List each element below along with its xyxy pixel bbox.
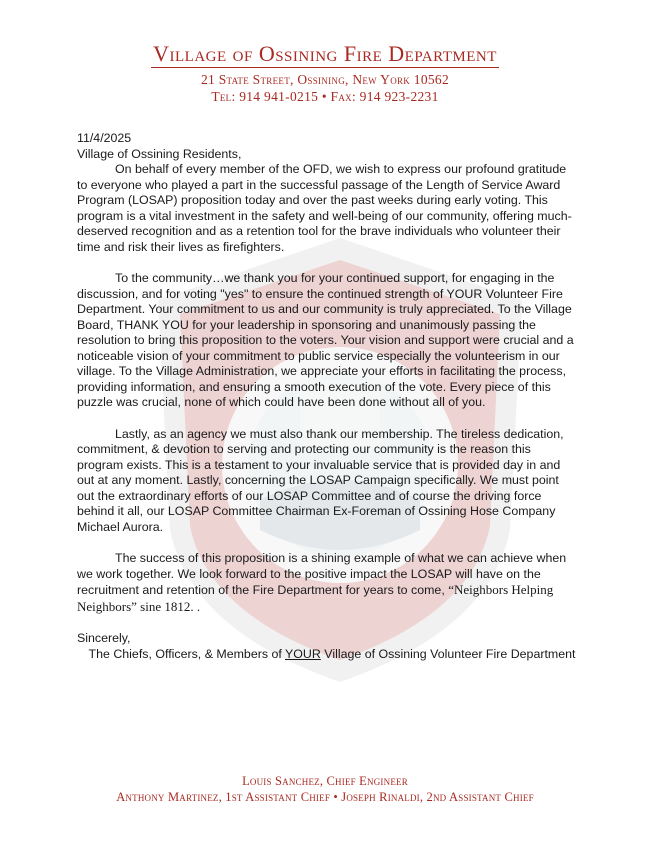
department-name: Village of Ossining Fire Department (153, 41, 497, 66)
letterhead (0, 42, 650, 105)
department-address: 21 State Street, Ossining, New York 10562 (200, 72, 450, 87)
letter-footer (0, 773, 650, 805)
signature-emphasis: YOUR (285, 646, 321, 661)
neighbors-slogan: “Neighbors Helping Neighbors” sine 1812. . (77, 582, 554, 614)
paragraph-success (77, 551, 577, 615)
footer-chief-engineer: Louis Sanchez, Chief Engineer (242, 774, 408, 788)
signature-line (77, 647, 587, 663)
paragraph-gratitude: On behalf of every member of the OFD, we wish to express our profound gratitude to everyone who played a part in the successful passage of the Length of Service Award Program (LOSAP) proposition today and over the past weeks during early voting. This program is a vital investment in the safety and well-being of our community, offering much-deserved recognition and as a retention tool for the brave individuals who volunteer their time and risk their lives as firefighters. (77, 162, 572, 254)
signature-after: Village of Ossining Volunteer Fire Department (320, 646, 576, 661)
letter-date: 11/4/2025 (77, 131, 132, 145)
letter-body (77, 131, 577, 662)
paragraph-success-main: The success of this proposition is a shining example of what we can achieve when we work together. We look forward to the positive impact the LOSAP will have on the recruitment and retention of the Fire Department for years to come, (77, 551, 567, 597)
department-phone-fax: Tel: 914 941-0215 • Fax: 914 923-2231 (211, 89, 439, 104)
letter-salutation: Village of Ossining Residents, (77, 146, 242, 161)
footer-assistant-chiefs: Anthony Martinez, 1st Assistant Chief • Joseph Rinaldi, 2nd Assistant Chief (116, 790, 534, 804)
paragraph-membership: Lastly, as an agency we must also thank our membership. The tireless dedication, commitment, & devotion to serving and protecting our community is the reason this program exists. This is a testament to your invaluable service that is provided day in and out at any moment. Lastly, concerning the LOSAP Campaign specifically. We must point out the extraordinary efforts of our LOSAP Committee and of course the driving force behind it all, our LOSAP Committee Chairman Ex-Foreman of Ossining Hose Company Michael Aurora. (77, 426, 564, 534)
signature-before: The Chiefs, Officers, & Members of (88, 646, 286, 661)
paragraph-community: To the community…we thank you for your continued support, for engaging in the discussion, and for voting "yes" to ensure the continued strength of YOUR Volunteer Fire Department. Your commitment to us and our community is truly appreciated. To the Village Board, THANK YOU for your leadership in sponsoring and unanimously passing the resolution to bring this proposition to the voters. Your vision and support were crucial and a noticeable vision of your commitment to public service especially the volunteerism in our village. To the Village Administration, we appreciate your efforts in facilitating the process, providing information, and ensuring a smooth execution of the vote. Every piece of this puzzle was crucial, none of which could have been done without all of you. (77, 271, 574, 409)
letter-closing: Sincerely, (77, 631, 131, 645)
